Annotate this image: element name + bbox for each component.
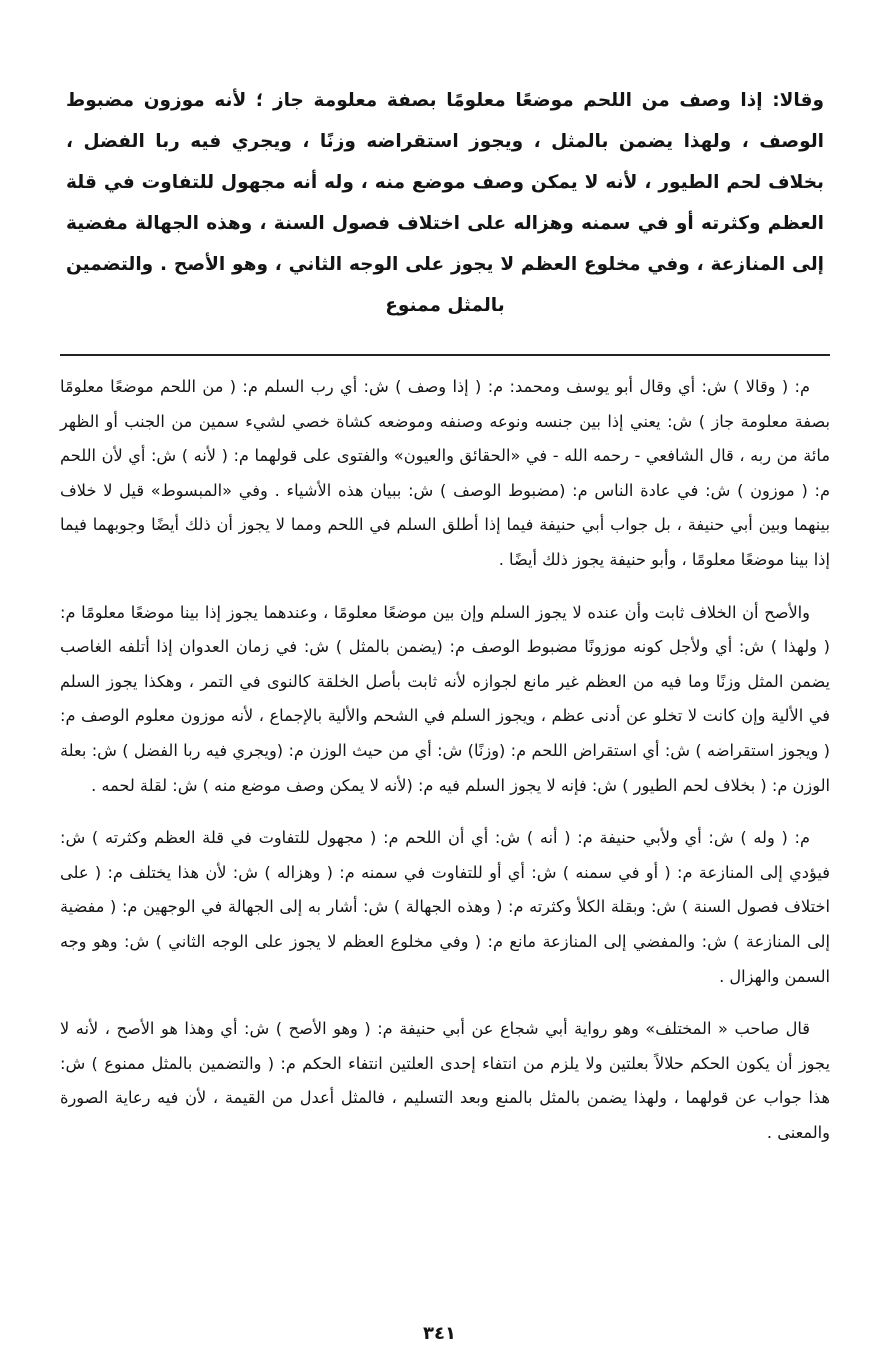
commentary-text-3: م: ( وله ) ش: أي ولأبي حنيفة م: ( أنه ) ش: أي أن اللحم م: ( مجهول للتفاوت في قلة العظم وكثرته ) ش: فيؤدي إلى المنازعة م: ( أو في سمنه ) ش: أي أو للتفاوت في سمنه م: ( وهزاله ) ش: لأن هذا يختلف م: ( على اختلاف فصول السنة ) ش: وبقلة الكلأ وكثرته م: ( وهذه الجهالة ) ش: أشار به إلى الجهالة في الوجهين م: ( مفضية إلى المنازعة ) ش: والمفضي إلى المنازعة مانع م: ( وفي مخلوع العظم لا يجوز على الوجه الثاني ) ش: وهو وجه السمن والهزال . xyxy=(60,828,830,986)
page-number: ٣٤١ xyxy=(423,1323,456,1344)
commentary-paragraph-3 xyxy=(60,821,830,994)
commentary-paragraph-1 xyxy=(60,370,830,578)
commentary-text-1: م: ( وقالا ) ش: أي وقال أبو يوسف ومحمد: م: ( إذا وصف ) ش: أي رب السلم م: ( من اللحم موضعًا معلومًا بصفة معلومة جاز ) ش: يعني إذا بين جنسه ونوعه وصنفه وموضعه كشاة خصي لشيء سمين من الجنب أو الظهر مائة من ربه ، قال الشافعي - رحمه الله - في «الحقائق والعيون» والفتوى على قولهما م: ( لأنه ) ش: أي لأن اللحم م: ( موزون ) ش: في عادة الناس م: (مضبوط الوصف ) ش: ببيان هذه الأشياء . وفي «المبسوط» قيل لا خلاف بينهما وبين أبي حنيفة ، بل جواب أبي حنيفة فيما إذا أطلق السلم في اللحم ومما لا يجوز أن ذلك أيضًا وجوبهما فيما إذا بينا موضعًا معلومًا ، وأبو حنيفة يجوز ذلك أيضًا . xyxy=(60,377,830,569)
commentary-text-4: قال صاحب « المختلف» وهو رواية أبي شجاع عن أبي حنيفة م: ( وهو الأصح ) ش: أي وهذا هو الأصح ، لأنه لا يجوز أن يكون الحكم حلالاً بعلتين ولا يلزم من انتفاء إحدى العلتين انتفاء الحكم م: ( والتضمين بالمثل ممنوع ) ش: هذا جواب عن قولهما ، ولهذا يضمن بالمثل بالمنع وبعد التسليم ، فالمثل أعدل من القيمة ، لأن فيه رعاية الصورة والمعنى . xyxy=(60,1019,830,1142)
document-page xyxy=(60,80,830,1150)
commentary-paragraph-4 xyxy=(60,1012,830,1150)
commentary-paragraph-2 xyxy=(60,596,830,804)
commentary-text-2: والأصح أن الخلاف ثابت وأن عنده لا يجوز السلم وإن بين موضعًا معلومًا ، وعندهما يجوز إذا بينا موضعًا معلومًا م: ( ولهذا ) ش: أي ولأجل كونه موزونًا مضبوط الوصف م: (يضمن بالمثل ) ش: في زمان العدوان إذا أتلفه الغاصب يضمن المثل وزنًا وما فيه من العظم غير مانع لجوازه لأنه ثابت بأصل الخلقة كالنوى في التمر ، وهكذا يجوز السلم في الألية وإن كانت لا تخلو عن أدنى عظم ، ويجوز السلم في الشحم والألية بالإجماع ، لأنه موزون معلوم الوصف م: ( ويجوز استقراضه ) ش: أي استقراض اللحم م: (وزنًا) ش: أي من حيث الوزن م: (ويجري فيه ربا الفضل ) ش: بعلة الوزن م: ( بخلاف لحم الطيور ) ش: فإنه لا يجوز السلم فيه م: (لأنه لا يمكن وصف موضع منه ) ش: لقلة لحمه . xyxy=(60,602,830,795)
main-text: وقالا: إذا وصف من اللحم موضعًا معلومًا بصفة معلومة جاز ؛ لأنه موزون مضبوط الوصف ، ولهذا يضمن بالمثل ، ويجوز استقراضه وزنًا ، ويجري فيه ربا الفضل ، بخلاف لحم الطيور ، لأنه لا يمكن وصف موضع منه ، وله أنه مجهول للتفاوت في قلة العظم وكثرته أو في سمنه وهزاله على اختلاف فصول السنة ، وهذه الجهالة مفضية إلى المنازعة ، وفي مخلوع العظم لا يجوز على الوجه الثاني ، وهو الأصح . والتضمين بالمثل ممنوع xyxy=(66,90,824,316)
separator-rule xyxy=(60,354,830,356)
